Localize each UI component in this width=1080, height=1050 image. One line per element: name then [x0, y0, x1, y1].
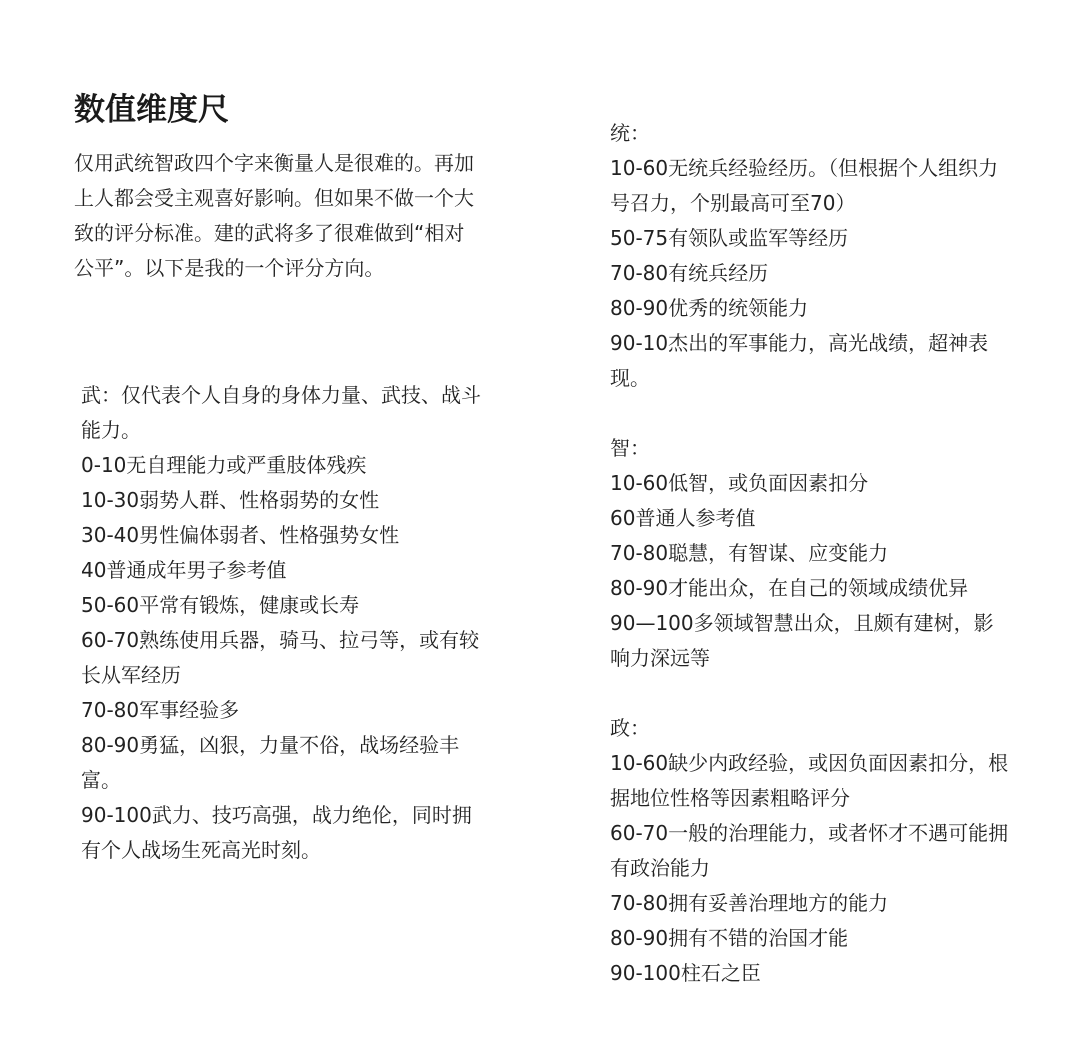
section-spacer [610, 676, 1010, 711]
wu-item: 60-70熟练使用兵器，骑马、拉弓等，或有较长从军经历 [81, 628, 480, 687]
tong-item: 80-90优秀的统领能力 [610, 296, 809, 320]
tong-header: 统： [610, 121, 650, 145]
zheng-item: 10-60缺少内政经验，或因负面因素扣分，根据地位性格等因素粗略评分 [610, 751, 1009, 810]
zheng-header: 政： [610, 716, 650, 740]
zhi-item: 80-90才能出众，在自己的领域成绩优异 [610, 576, 969, 600]
zhi-header: 智： [610, 436, 650, 460]
right-column [610, 116, 1010, 991]
zhi-item: 90—100多领域智慧出众，且颇有建树，影响力深远等 [610, 611, 994, 670]
wu-item: 0-10无自理能力或严重肢体残疾 [81, 453, 367, 477]
zheng-section [610, 711, 1010, 991]
intro-paragraph: 仅用武统智政四个字来衡量人是很难的。再加上人都会受主观喜好影响。但如果不做一个大致的评分标准。建的武将多了很难做到“相对公平”。以下是我的一个评分方向。 [74, 151, 474, 280]
wu-item: 90-100武力、技巧高强，战力绝伦，同时拥有个人战场生死高光时刻。 [81, 803, 472, 862]
tong-item: 50-75有领队或监军等经历 [610, 226, 849, 250]
zhi-section [610, 431, 1010, 676]
zhi-item: 70-80聪慧，有智谋、应变能力 [610, 541, 889, 565]
wu-item: 40普通成年男子参考值 [81, 558, 287, 582]
wu-header: 武：仅代表个人自身的身体力量、武技、战斗能力。 [81, 383, 481, 442]
zheng-item: 80-90拥有不错的治国才能 [610, 926, 849, 950]
zhi-item: 60普通人参考值 [610, 506, 756, 530]
wu-item: 30-40男性偏体弱者、性格强势女性 [81, 523, 400, 547]
tong-item: 70-80有统兵经历 [610, 261, 769, 285]
wu-item: 50-60平常有锻炼，健康或长寿 [81, 593, 360, 617]
zhi-item: 10-60低智，或负面因素扣分 [610, 471, 869, 495]
wu-section [81, 378, 486, 868]
tong-item: 90-10杰出的军事能力，高光战绩，超神表现。 [610, 331, 989, 390]
page-title: 数值维度尺 [74, 92, 229, 128]
tong-item: 10-60无统兵经验经历。（但根据个人组织力号召力，个别最高可至70） [610, 156, 999, 215]
wu-item: 10-30弱势人群、性格弱势的女性 [81, 488, 380, 512]
wu-item: 80-90勇猛，凶狠，力量不俗，战场经验丰富。 [81, 733, 460, 792]
zheng-item: 90-100柱石之臣 [610, 961, 761, 985]
wu-item: 70-80军事经验多 [81, 698, 240, 722]
tong-section [610, 116, 1010, 396]
zheng-item: 70-80拥有妥善治理地方的能力 [610, 891, 889, 915]
section-spacer [610, 396, 1010, 431]
zheng-item: 60-70一般的治理能力，或者怀才不遇可能拥有政治能力 [610, 821, 1009, 880]
